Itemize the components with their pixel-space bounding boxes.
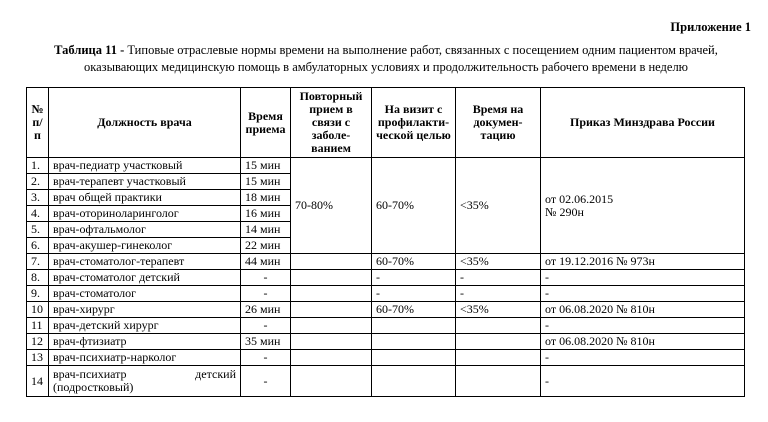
row-repeat bbox=[291, 286, 372, 302]
row-position: врач-стоматолог детский bbox=[49, 270, 241, 286]
table-number: Таблица 11 - bbox=[54, 43, 125, 57]
row-time: 44 мин bbox=[241, 254, 291, 270]
row-position: врач-детский хирург bbox=[49, 318, 241, 334]
table-row bbox=[27, 302, 745, 318]
row-num: 10 bbox=[27, 302, 49, 318]
row-prevent bbox=[372, 366, 456, 397]
header-order: Приказ Минздрава России bbox=[541, 88, 745, 158]
row-num: 14 bbox=[27, 366, 49, 397]
row-repeat bbox=[291, 302, 372, 318]
table-row bbox=[27, 270, 745, 286]
row-order: - bbox=[541, 350, 745, 366]
row-repeat bbox=[291, 350, 372, 366]
row-time: 15 мин bbox=[241, 174, 291, 190]
row-time: 35 мин bbox=[241, 334, 291, 350]
row-position: врач-стоматолог-терапевт bbox=[49, 254, 241, 270]
row-num: 4. bbox=[27, 206, 49, 222]
group-order-line1: от 02.06.2015 bbox=[545, 191, 614, 206]
table-row bbox=[27, 158, 745, 174]
row-position: врач-педиатр участковый bbox=[49, 158, 241, 174]
row-num: 8. bbox=[27, 270, 49, 286]
row-repeat bbox=[291, 366, 372, 397]
row-order: от 06.08.2020 № 810н bbox=[541, 302, 745, 318]
header-repeat: Повторный прием в связи с заболе- ванием bbox=[291, 88, 372, 158]
row-time: - bbox=[241, 270, 291, 286]
row-docs: <35% bbox=[456, 302, 541, 318]
row-position: врач-офтальмолог bbox=[49, 222, 241, 238]
row-position: врач-психиатр-нарколог bbox=[49, 350, 241, 366]
row-num: 2. bbox=[27, 174, 49, 190]
row-order: - bbox=[541, 318, 745, 334]
row-time: - bbox=[241, 350, 291, 366]
row-time: - bbox=[241, 286, 291, 302]
table-row bbox=[27, 334, 745, 350]
row-repeat bbox=[291, 270, 372, 286]
row-prevent: 60-70% bbox=[372, 302, 456, 318]
row-docs bbox=[456, 350, 541, 366]
header-position: Должность врача bbox=[49, 88, 241, 158]
row-order: - bbox=[541, 286, 745, 302]
row-time: - bbox=[241, 366, 291, 397]
row-position-line2: (подростковый) bbox=[53, 380, 134, 394]
row-docs: - bbox=[456, 270, 541, 286]
header-row bbox=[27, 88, 745, 158]
row-num: 7. bbox=[27, 254, 49, 270]
row-position: врач-оториноларинголог bbox=[49, 206, 241, 222]
row-position: врач-терапевт участковый bbox=[49, 174, 241, 190]
row-docs bbox=[456, 334, 541, 350]
row-repeat bbox=[291, 318, 372, 334]
row-order: от 06.08.2020 № 810н bbox=[541, 334, 745, 350]
row-docs bbox=[456, 366, 541, 397]
row-num: 1. bbox=[27, 158, 49, 174]
row-num: 11 bbox=[27, 318, 49, 334]
row-order: - bbox=[541, 366, 745, 397]
row-docs: <35% bbox=[456, 254, 541, 270]
table-row bbox=[27, 366, 745, 397]
row-docs: - bbox=[456, 286, 541, 302]
table-row bbox=[27, 350, 745, 366]
header-time: Время приема bbox=[241, 88, 291, 158]
header-docs: Время на докумен- тацию bbox=[456, 88, 541, 158]
row-time: 18 мин bbox=[241, 190, 291, 206]
row-num: 3. bbox=[27, 190, 49, 206]
row-prevent: 60-70% bbox=[372, 254, 456, 270]
norms-table bbox=[26, 87, 745, 397]
row-time: 26 мин bbox=[241, 302, 291, 318]
row-position: врач-акушер-гинеколог bbox=[49, 238, 241, 254]
group-repeat: 70-80% bbox=[291, 158, 372, 254]
header-num: № п/ п bbox=[27, 88, 49, 158]
row-time: 22 мин bbox=[241, 238, 291, 254]
table-row bbox=[27, 318, 745, 334]
row-position: врач-хирург bbox=[49, 302, 241, 318]
row-position-part-b: детский bbox=[195, 367, 236, 381]
table-caption bbox=[30, 42, 742, 76]
group-prevent: 60-70% bbox=[372, 158, 456, 254]
row-repeat bbox=[291, 334, 372, 350]
row-time: 14 мин bbox=[241, 222, 291, 238]
table-row bbox=[27, 286, 745, 302]
caption-text: Типовые отраслевые нормы времени на выполнение работ, связанных с посещением одним пациентом врачей, оказывающих медицинскую помощь в амбулаторных условиях и продолжительность рабочего времени в неделю bbox=[83, 43, 718, 74]
row-position: врач-стоматолог bbox=[49, 286, 241, 302]
row-prevent: - bbox=[372, 270, 456, 286]
row-prevent bbox=[372, 318, 456, 334]
group-docs: <35% bbox=[456, 158, 541, 254]
row-order: от 19.12.2016 № 973н bbox=[541, 254, 745, 270]
row-position bbox=[49, 366, 241, 397]
row-num: 9. bbox=[27, 286, 49, 302]
header-prevent: На визит с профилакти- ческой целью bbox=[372, 88, 456, 158]
row-position: врач-фтизиатр bbox=[49, 334, 241, 350]
row-repeat bbox=[291, 254, 372, 270]
row-position: врач общей практики bbox=[49, 190, 241, 206]
row-time: - bbox=[241, 318, 291, 334]
group-order-line2: № 290н bbox=[545, 204, 584, 219]
row-num: 12 bbox=[27, 334, 49, 350]
row-num: 6. bbox=[27, 238, 49, 254]
row-order: - bbox=[541, 270, 745, 286]
row-prevent bbox=[372, 350, 456, 366]
appendix-label: Приложение 1 bbox=[670, 20, 751, 34]
row-position-part-a: врач-психиатр bbox=[53, 367, 127, 381]
row-time: 15 мин bbox=[241, 158, 291, 174]
table-row bbox=[27, 254, 745, 270]
row-num: 5. bbox=[27, 222, 49, 238]
row-prevent bbox=[372, 334, 456, 350]
row-time: 16 мин bbox=[241, 206, 291, 222]
row-prevent: - bbox=[372, 286, 456, 302]
row-num: 13 bbox=[27, 350, 49, 366]
group-order bbox=[541, 158, 745, 254]
row-docs bbox=[456, 318, 541, 334]
